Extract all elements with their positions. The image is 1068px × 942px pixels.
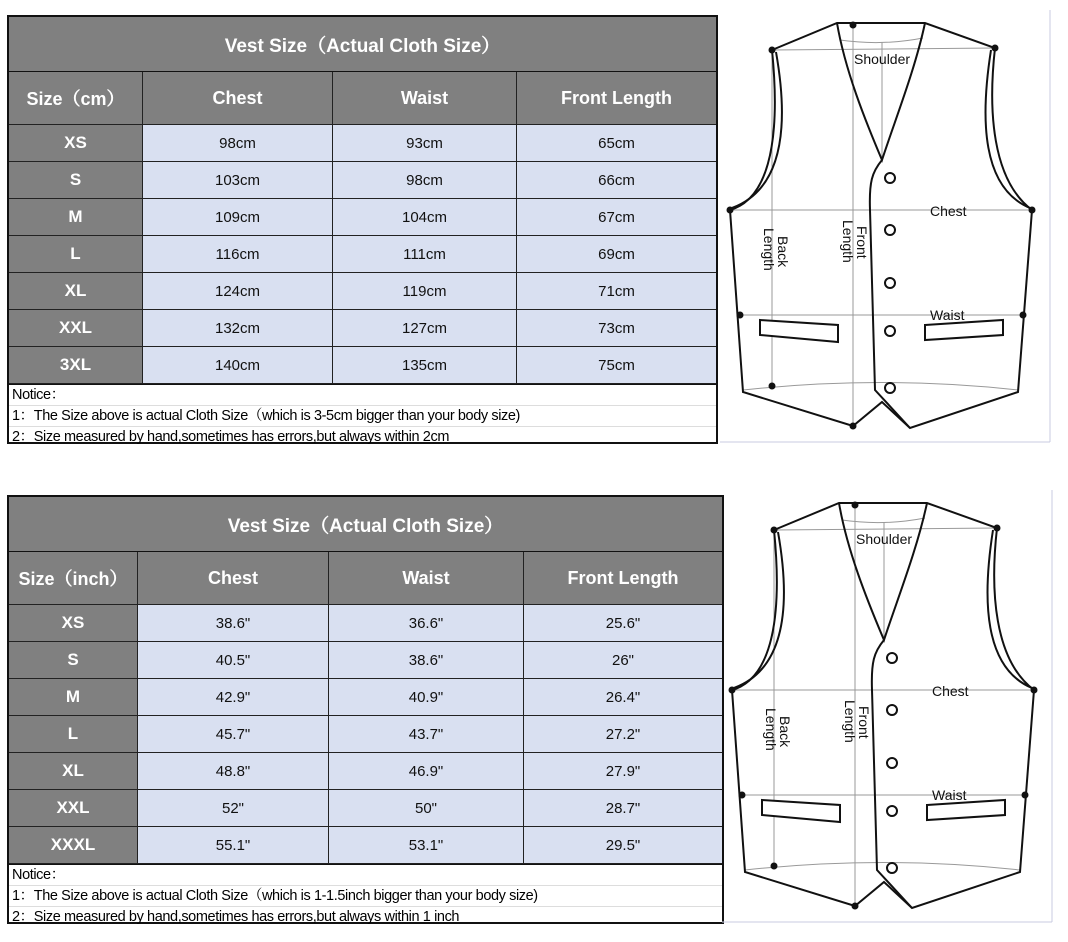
column-header: Waist [333,72,517,124]
table-row [9,642,722,679]
measurement-cell: 98cm [333,162,517,198]
notice [9,384,716,447]
measurement-cell: 40.9" [329,679,524,715]
measurement-cell: 135cm [333,347,517,383]
measurement-cell: 46.9" [329,753,524,789]
size-cell: L [9,716,138,752]
notice-line: Notice： [9,865,722,886]
table-row [9,199,716,236]
measurement-cell: 36.6" [329,605,524,641]
svg-text:Length: Length [840,220,856,263]
size-cell: 3XL [9,347,143,383]
measurement-cell: 119cm [333,273,517,309]
size-table-cm [7,15,718,444]
measurement-cell: 65cm [517,125,716,161]
measurement-cell: 48.8" [138,753,329,789]
measurement-cell: 116cm [143,236,333,272]
front-length-label [840,220,870,263]
measurement-cell: 42.9" [138,679,329,715]
size-cell: XXXL [9,827,138,863]
chest-label: Chest [930,203,967,219]
table-row [9,716,722,753]
measurement-cell: 38.6" [329,642,524,678]
measurement-cell: 25.6" [524,605,722,641]
measurement-cell: 98cm [143,125,333,161]
measurement-cell: 132cm [143,310,333,346]
size-cell: S [9,642,138,678]
table-row [9,753,722,790]
header-row [9,552,722,605]
table-row [9,827,722,864]
measurement-cell: 55.1" [138,827,329,863]
measurement-cell: 52" [138,790,329,826]
measurement-cell: 50" [329,790,524,826]
shoulder-label: Shoulder [854,51,911,67]
measurement-cell: 111cm [333,236,517,272]
vest-illustration [720,10,1068,450]
measurement-cell: 127cm [333,310,517,346]
header-row [9,72,716,125]
notice-line: 2：Size measured by hand,sometimes has errors,but always within 1 inch [12,909,460,925]
vest-outline [730,23,1032,428]
table-row [9,347,716,384]
size-cell: M [9,199,143,235]
size-cell: M [9,679,138,715]
measurement-cell: 124cm [143,273,333,309]
column-header: Front Length [517,72,716,124]
size-cell: L [9,236,143,272]
column-header: Size（cm） [9,72,143,124]
vest-diagram-cm [720,10,1068,450]
table-row [9,162,716,199]
measurement-points [729,502,1038,910]
vest-outline [732,503,1034,908]
vest-illustration [722,490,1068,930]
column-header: Chest [138,552,329,604]
back-length-label [761,228,791,271]
chest-label: Chest [932,683,969,699]
table-row [9,605,722,642]
measurement-cell: 38.6" [138,605,329,641]
svg-text:Back: Back [777,716,793,748]
front-length-label [842,700,872,743]
table-row [9,679,722,716]
notice-line: 1：The Size above is actual Cloth Size（which is 3-5cm bigger than your body size) [9,406,716,427]
measurement-cell: 26" [524,642,722,678]
measurement-cell: 67cm [517,199,716,235]
measurement-cell: 69cm [517,236,716,272]
size-cell: XL [9,753,138,789]
measurement-cell: 140cm [143,347,333,383]
measurement-cell: 53.1" [329,827,524,863]
measurement-cell: 45.7" [138,716,329,752]
table-title: Vest Size（Actual Cloth Size） [9,497,722,552]
notice [9,864,722,927]
column-header: Front Length [524,552,722,604]
measurement-cell: 104cm [333,199,517,235]
shoulder-label: Shoulder [856,531,913,547]
svg-text:Front: Front [854,226,870,259]
svg-text:Length: Length [842,700,858,743]
size-cell: XXL [9,310,143,346]
size-cell: S [9,162,143,198]
column-header: Waist [329,552,524,604]
column-header: Size（inch） [9,552,138,604]
svg-text:Front: Front [856,706,872,739]
vest-diagram-inch [722,490,1068,930]
measurement-cell: 103cm [143,162,333,198]
measurement-cell: 28.7" [524,790,722,826]
notice-line: Notice： [9,385,716,406]
size-cell: XL [9,273,143,309]
notice-line: 1：The Size above is actual Cloth Size（which is 1-1.5inch bigger than your body size) [9,886,722,907]
svg-text:Back: Back [775,236,791,268]
measurement-cell: 43.7" [329,716,524,752]
measurement-cell: 26.4" [524,679,722,715]
size-cell: XXL [9,790,138,826]
waist-label: Waist [932,787,967,803]
measurement-cell: 75cm [517,347,716,383]
table-row [9,273,716,310]
svg-text:Length: Length [761,228,777,271]
column-header: Chest [143,72,333,124]
measurement-cell: 27.2" [524,716,722,752]
measurement-cell: 73cm [517,310,716,346]
size-table-inch [7,495,724,924]
notice-line: 2：Size measured by hand,sometimes has errors,but always within 2cm [12,429,449,445]
measurement-cell: 40.5" [138,642,329,678]
measurement-cell: 27.9" [524,753,722,789]
back-length-label [763,708,793,751]
measurement-points [727,22,1036,430]
waist-label: Waist [930,307,965,323]
measurement-cell: 71cm [517,273,716,309]
measurement-cell: 93cm [333,125,517,161]
table-row [9,310,716,347]
table-title: Vest Size（Actual Cloth Size） [9,17,716,72]
svg-text:Length: Length [763,708,779,751]
measurement-cell: 66cm [517,162,716,198]
table-row [9,790,722,827]
table-row [9,236,716,273]
measurement-cell: 29.5" [524,827,722,863]
size-cell: XS [9,125,143,161]
measurement-cell: 109cm [143,199,333,235]
size-cell: XS [9,605,138,641]
table-row [9,125,716,162]
